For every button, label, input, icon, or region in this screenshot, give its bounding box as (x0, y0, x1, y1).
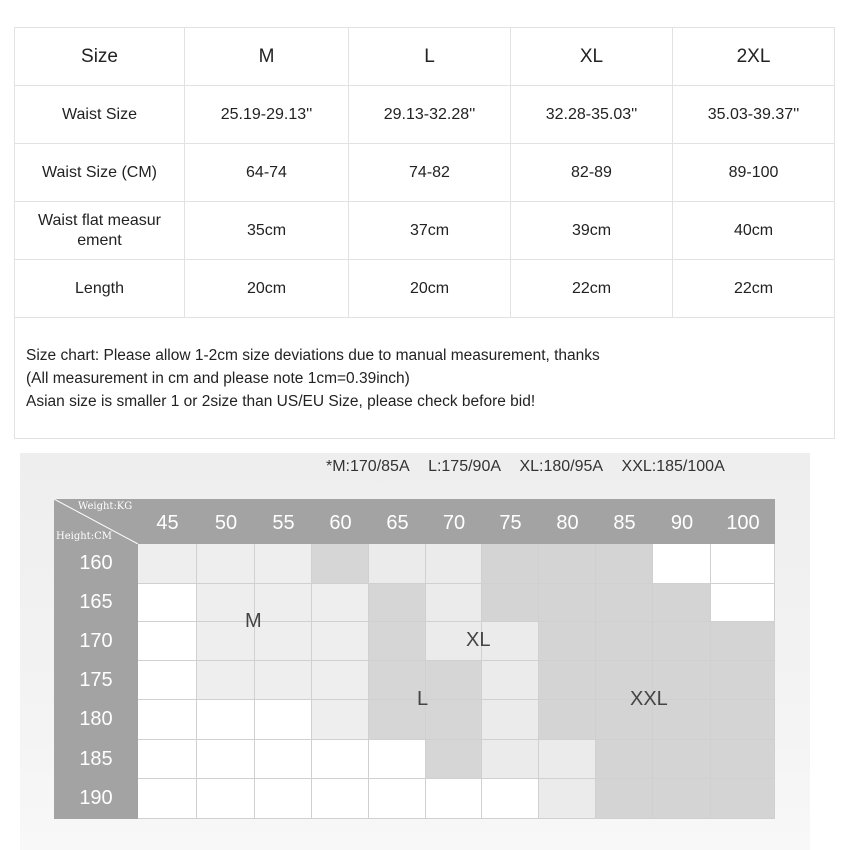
table-cell: 20cm (349, 260, 511, 318)
table-cell: 39cm (511, 202, 673, 260)
grid-cell-m (312, 622, 369, 661)
table-cell: 25.19-29.13'' (185, 86, 349, 144)
height-tick-label: 175 (79, 668, 113, 691)
height-tick-label: 165 (79, 591, 113, 613)
zone-label-l: L (417, 688, 429, 710)
grid-cell-m (312, 700, 369, 740)
grid-cell-m (255, 622, 312, 661)
table-cell: 89-100 (673, 144, 835, 202)
header-cell: L (349, 28, 511, 86)
grid-cell-w (653, 544, 711, 584)
grid-cell-xxl (711, 700, 775, 740)
weight-tick-label: 50 (214, 512, 238, 534)
grid-cell-xxl (711, 622, 775, 661)
size-header-row (15, 28, 835, 86)
grid-cell-l (426, 740, 482, 779)
weight-tick-label: 60 (329, 512, 352, 534)
height-axis-label: Height:CM (56, 531, 112, 542)
header-cell: M (185, 28, 349, 86)
grid-cell-w (197, 779, 255, 819)
footnote-item: XL:180/95A (519, 458, 604, 475)
grid-cell-m (197, 544, 255, 584)
grid-cell-xxl (596, 740, 653, 779)
grid-cell-xxl (482, 584, 539, 622)
grid-cell-xl (482, 622, 539, 661)
grid-cell-w (138, 700, 197, 740)
grid-cell-w (369, 740, 426, 779)
grid-cell-l (426, 700, 482, 740)
row-label: Length (15, 260, 185, 318)
grid-cell-xxl (596, 584, 653, 622)
row-label: Waist Size (CM) (15, 144, 185, 202)
footnote-item: *M:170/85A (326, 458, 410, 475)
weight-axis-label: Weight:KG (78, 501, 133, 512)
table-cell: 32.28-35.03'' (511, 86, 673, 144)
grid-cell-xxl (653, 622, 711, 661)
grid-cell-xxl (596, 779, 653, 819)
grid-cell-xxl (539, 622, 596, 661)
header-cell: XL (511, 28, 673, 86)
grid-cell-w (138, 661, 197, 700)
weight-tick-label: 70 (442, 512, 466, 534)
grid-cell-w (426, 779, 482, 819)
grid-cell-m (312, 584, 369, 622)
grid-cell-w (482, 779, 539, 819)
grid-cell-xl (539, 779, 596, 819)
grid-cell-xxl (653, 740, 711, 779)
header-cell: 2XL (673, 28, 835, 86)
footnote-item: XXL:185/100A (621, 458, 725, 475)
note-line: Size chart: Please allow 1-2cm size deviations due to manual measurement, thanks (26, 346, 600, 364)
grid-cell-w (255, 740, 312, 779)
note-line: (All measurement in cm and please note 1cm=0.39inch) (26, 369, 410, 387)
height-tick-label: 170 (79, 629, 113, 652)
grid-cell-m (255, 584, 312, 622)
row-label-line: Waist flat measur (38, 211, 161, 229)
zone-label-xl: XL (466, 629, 491, 651)
grid-cell-w (138, 740, 197, 779)
table-cell: 20cm (185, 260, 349, 318)
table-cell: 29.13-32.28'' (349, 86, 511, 144)
grid-cell-xxl (711, 740, 775, 779)
grid-cell-xxl (711, 661, 775, 700)
grid-cell-w (255, 779, 312, 819)
grid-cell-xl (426, 544, 482, 584)
table-row (15, 144, 835, 202)
grid-cell-xl (482, 740, 539, 779)
grid-cell-w (711, 584, 775, 622)
grid-cell-xl (482, 700, 539, 740)
grid-cell-w (255, 700, 312, 740)
grid-cell-l (312, 544, 369, 584)
table-row (15, 260, 835, 318)
weight-tick-label: 45 (156, 512, 179, 534)
table-cell: 22cm (673, 260, 835, 318)
weight-tick-label: 90 (670, 512, 694, 534)
row-label: Waist Size (15, 86, 185, 144)
table-cell: 82-89 (511, 144, 673, 202)
weight-tick-label: 100 (726, 512, 760, 534)
grid-cell-xxl (596, 544, 653, 584)
size-table (14, 27, 835, 439)
grid-cell-xl (539, 740, 596, 779)
table-cell: 40cm (673, 202, 835, 260)
grid-cell-l (426, 661, 482, 700)
size-note (15, 318, 835, 439)
grid-cell-w (312, 740, 369, 779)
grid-cell-w (138, 779, 197, 819)
table-row (15, 202, 835, 260)
table-cell: 64-74 (185, 144, 349, 202)
grid-cell-m (312, 661, 369, 700)
grid-cell-w (711, 544, 775, 584)
header-cell: Size (15, 28, 185, 86)
height-tick-label: 185 (79, 747, 113, 770)
footnote-item: L:175/90A (428, 458, 502, 475)
row-label (15, 202, 185, 260)
grid-cell-xxl (653, 779, 711, 819)
grid-cell-w (197, 700, 255, 740)
note-row (15, 318, 835, 439)
grid-cell-w (138, 584, 197, 622)
grid-cell-xl (369, 544, 426, 584)
grid-cell-m (197, 661, 255, 700)
row-label-line: ement (77, 231, 122, 249)
grid-cell-w (369, 779, 426, 819)
grid-cell-xl (482, 661, 539, 700)
weight-tick-label: 85 (613, 512, 636, 534)
weight-tick-label: 55 (272, 512, 295, 534)
grid-cell-xxl (539, 700, 596, 740)
size-footnote (326, 458, 739, 476)
table-row (15, 86, 835, 144)
height-tick-label: 190 (79, 787, 113, 809)
grid-cell-w (312, 779, 369, 819)
grid-cell-xxl (539, 544, 596, 584)
grid-cell-l (369, 584, 426, 622)
table-cell: 22cm (511, 260, 673, 318)
grid-cell-xl (426, 584, 482, 622)
grid-cell-xxl (539, 661, 596, 700)
axis-corner (54, 499, 138, 544)
table-cell: 35cm (185, 202, 349, 260)
note-line: Asian size is smaller 1 or 2size than US/EU Size, please check before bid! (26, 392, 536, 410)
grid-cell-xxl (596, 622, 653, 661)
weight-tick-label: 75 (499, 512, 522, 534)
grid-cell-l (369, 622, 426, 661)
table-cell: 74-82 (349, 144, 511, 202)
height-tick-label: 180 (79, 708, 113, 730)
grid-cell-xxl (539, 584, 596, 622)
zone-label-m: M (245, 610, 262, 632)
table-cell: 35.03-39.37'' (673, 86, 835, 144)
grid-cell-m (138, 544, 197, 584)
grid-cell-w (197, 740, 255, 779)
grid-cell-w (138, 622, 197, 661)
grid-cell-xxl (653, 584, 711, 622)
grid-cell-m (255, 661, 312, 700)
grid-cell-xxl (711, 779, 775, 819)
grid-cell-m (255, 544, 312, 584)
weight-tick-label: 80 (556, 512, 579, 534)
weight-tick-label: 65 (386, 512, 409, 534)
table-cell: 37cm (349, 202, 511, 260)
height-tick-label: 160 (79, 552, 113, 574)
zone-label-xxl: XXL (630, 688, 668, 710)
grid-cell-xxl (482, 544, 539, 584)
